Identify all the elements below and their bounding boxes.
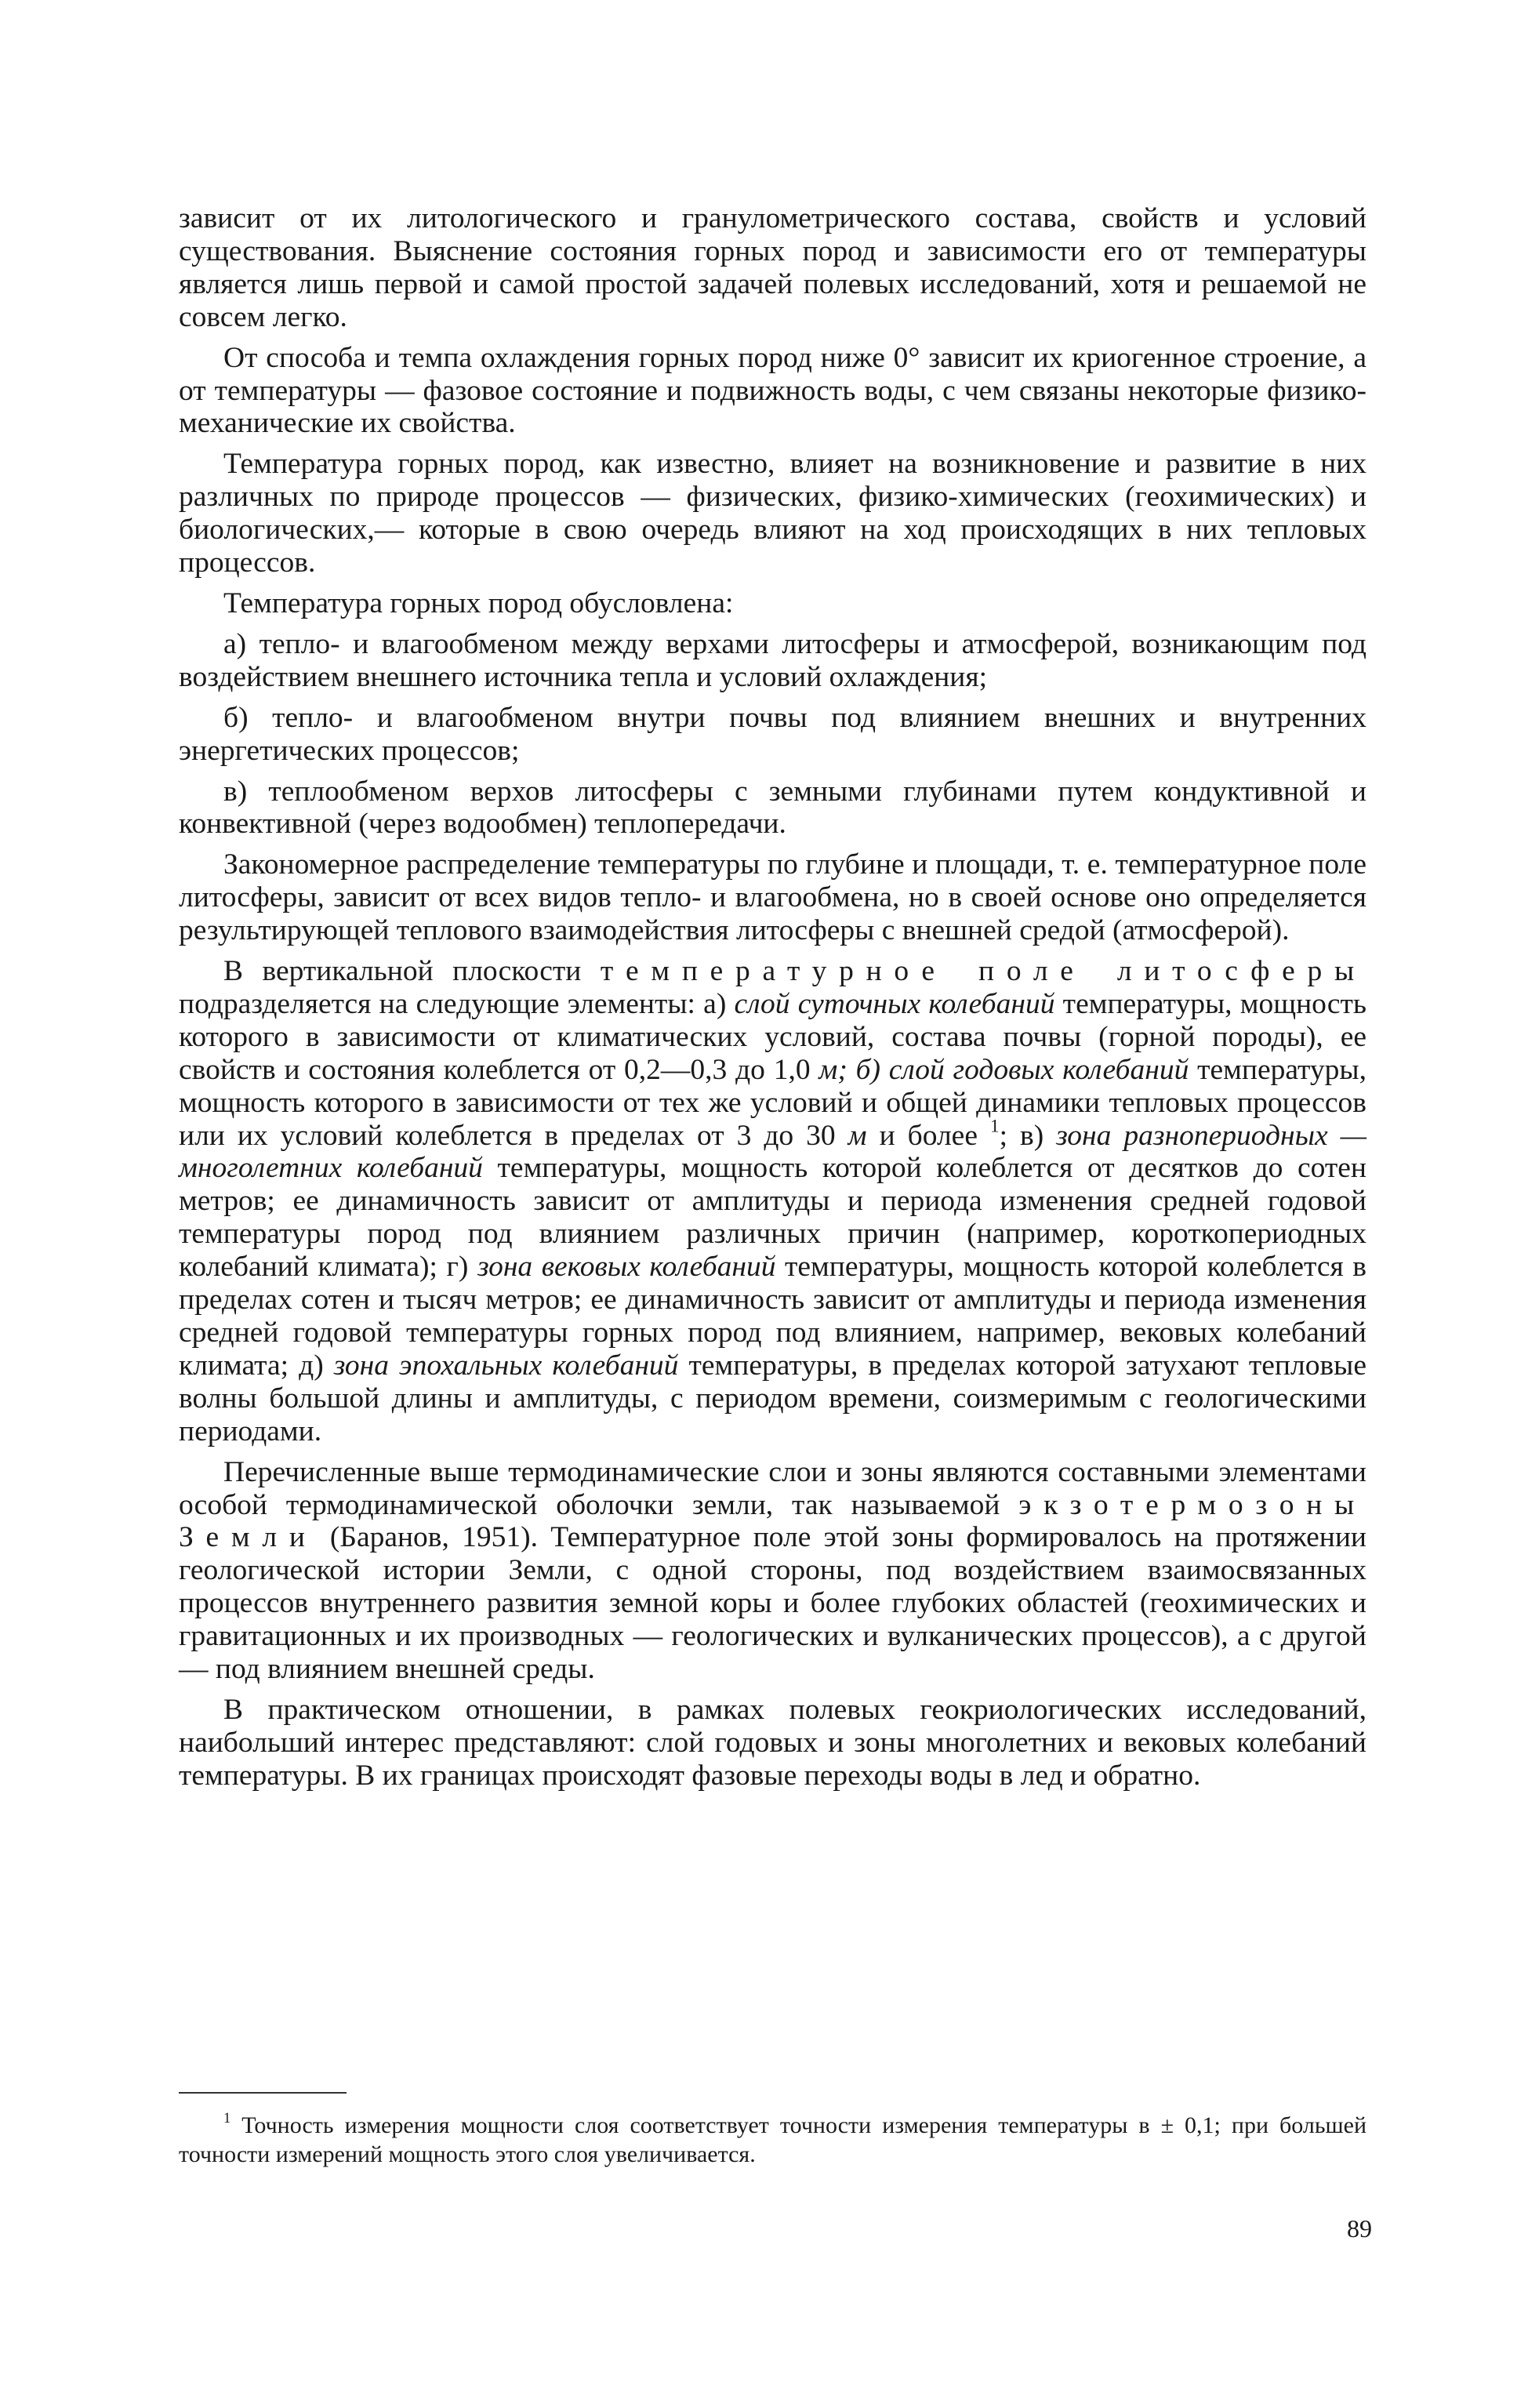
list-item-b: б) тепло- и влагообменом внутри почвы под влиянием внешних и внутренних энергетических процессов; bbox=[179, 701, 1366, 767]
italic-term: слой годовых колебаний bbox=[888, 1053, 1189, 1086]
footnote-text: Точность измерения мощности слоя соответствует точности измерения температуры в ± 0,1; при большей точности измерений мощность этого слоя увеличивается. bbox=[179, 2112, 1366, 2167]
page-number: 89 bbox=[1347, 2214, 1372, 2243]
paragraph-10 bbox=[179, 1456, 1366, 1686]
text-run: температуры, мощность которого в зависимости от климатических условий, состава почвы (горной породы), ее свойств и состояния колеблется от 0,2—0,3 до 1,0 bbox=[179, 987, 1367, 1086]
footnote-reference: 1 bbox=[989, 1116, 1000, 1137]
footnote-divider bbox=[179, 2092, 347, 2094]
text-run: подразделяется на следующие элементы: а) bbox=[179, 987, 735, 1020]
paragraph-9 bbox=[179, 955, 1366, 1448]
spaced-term: температурное поле литосферы bbox=[600, 955, 1366, 988]
text-run: ; в) bbox=[999, 1119, 1057, 1152]
list-item-c: в) теплообменом верхов литосферы с земными глубинами путем кондуктивной и конвективной (через водообмен) теплопередачи. bbox=[179, 775, 1366, 841]
italic-term: зона вековых колебаний bbox=[477, 1251, 776, 1284]
text-run: В вертикальной плоскости bbox=[223, 955, 601, 988]
text-run: ; б) bbox=[837, 1053, 889, 1086]
italic-term: зона разнопериодных — многолетних колебаний bbox=[179, 1119, 1366, 1185]
italic-unit: м bbox=[818, 1053, 838, 1086]
italic-unit: м bbox=[847, 1119, 867, 1152]
italic-term: зона эпохальных колебаний bbox=[333, 1349, 679, 1382]
spaced-term: экзотермозоны Земли bbox=[179, 1488, 1366, 1554]
page-body bbox=[179, 202, 1366, 1800]
paragraph-1: зависит от их литологического и гранулометрического состава, свойств и условий существования. Выяснение состояния горных пород и зависимости его от температуры является лишь первой и самой простой задачей полевых исследований, хотя и решаемой не совсем легко. bbox=[179, 202, 1366, 333]
text-run: и более bbox=[866, 1119, 990, 1152]
paragraph-2: От способа и темпа охлаждения горных пород ниже 0° зависит их криогенное строение, а от температуры — фазовое состояние и подвижность воды, с чем связаны некоторые физико-механические их свойства. bbox=[179, 341, 1366, 440]
footnote-mark: 1 bbox=[223, 2109, 231, 2127]
text-run: температуры, в пределах которой затухают тепловые волны большой длины и амплитуды, с периодом времени, соизмеримым с геологическими периодами. bbox=[179, 1349, 1367, 1447]
list-item-a: а) тепло- и влагообменом между верхами литосферы и атмосферой, возникающим под воздействием внешнего источника тепла и условий охлаждения; bbox=[179, 627, 1366, 693]
paragraph-4: Температура горных пород обусловлена: bbox=[223, 587, 734, 619]
paragraph-11: В практическом отношении, в рамках полевых геокриологических исследований, наибольший интерес представляют: слой годовых и зоны многолетних и вековых колебаний температуры. В их границах происходят фазовые переходы воды в лед и обратно. bbox=[179, 1693, 1366, 1792]
text-run: Перечисленные выше термодинамические слои и зоны являются составными элементами особой термодинамической оболочки земли, так называемой bbox=[179, 1455, 1366, 1521]
text-run: температуры, мощность которого в зависимости от тех же условий и общей динамики тепловых процессов или их условий колеблется в пределах от 3 до 30 bbox=[179, 1053, 1366, 1152]
text-run: температуры, мощность которой колеблется в пределах сотен и тысяч метров; ее динамичность зависит от амплитуды и периода изменения средней годовой температуры горных пород под влиянием, например, вековых колебаний климата; д) bbox=[179, 1251, 1366, 1382]
text-run: (Баранов, 1951). Температурное поле этой зоны формировалось на протяжении геологической истории Земли, с одной стороны, под воздействием взаимосвязанных процессов внутреннего развития земной коры и более глубоких областей (геохимических и гравитационных и их производных — геологических и вулканических процессов), а с другой — под влиянием внешней среды. bbox=[179, 1521, 1366, 1686]
italic-term: слой суточных колебаний bbox=[734, 987, 1055, 1020]
paragraph-3: Температура горных пород, как известно, влияет на возникновение и развитие в них различных по природе процессов — физических, физико-химических (геохимических) и биологических,— которые в свою очередь влияют на ход происходящих в них тепловых процессов. bbox=[179, 448, 1366, 579]
paragraph-8: Закономерное распределение температуры по глубине и площади, т. е. температурное поле литосферы, зависит от всех видов тепло- и влагообмена, но в своей основе оно определяется результирующей теплового взаимодействия литосферы с внешней средой (атмосферой). bbox=[179, 848, 1366, 947]
text-run: температуры, мощность которой колеблется от десятков до сотен метров; ее динамичность зависит от амплитуды и периода изменения средней годовой температуры пород под влиянием различных причин (например, короткопериодных колебаний климата); г) bbox=[179, 1152, 1366, 1284]
footnote bbox=[179, 2111, 1366, 2169]
